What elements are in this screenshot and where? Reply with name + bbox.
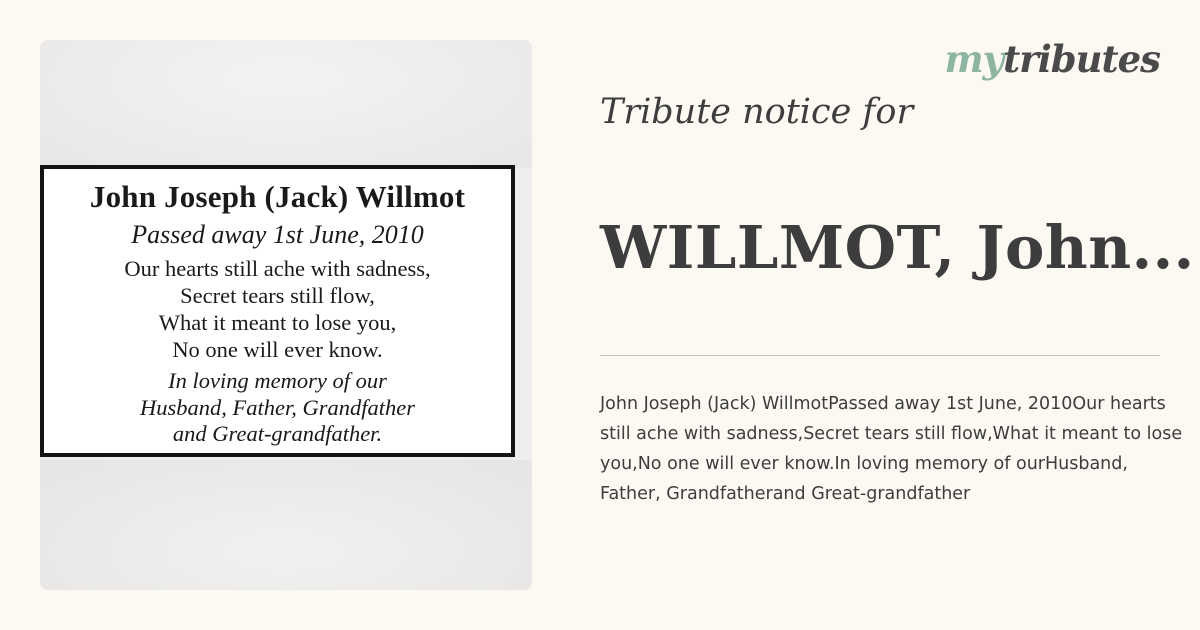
notice-name: John Joseph (Jack) Willmot (89, 179, 466, 214)
notice-passed-date: Passed away 1st June, 2010 (131, 220, 424, 249)
page-title: WILLMOT, John... (600, 213, 1195, 282)
verse-line: Our hearts still ache with sadness, (124, 256, 431, 281)
notice-memory (44, 368, 511, 448)
logo-my: my (944, 37, 1004, 81)
memory-line: Husband, Father, Grandfather (140, 394, 415, 420)
notice-description: John Joseph (Jack) WillmotPassed away 1st June, 2010Our hearts still ache with sadness,Secret tears still flow,What it meant to lose you,No one will ever know.In loving memory of ourHusband, Father, Grandfatherand Great-grandfather (600, 394, 1183, 504)
notice-verse (44, 255, 511, 363)
newspaper-notice (40, 165, 515, 457)
memory-line: In loving memory of our (168, 368, 387, 393)
verse-line: What it meant to lose you, (158, 310, 397, 335)
photo-background-top (40, 40, 532, 168)
notice-image (40, 40, 532, 590)
photo-background-bottom (40, 460, 532, 590)
memory-line: and Great-grandfather. (172, 421, 383, 446)
verse-line: Secret tears still flow, (180, 283, 375, 308)
page-subtitle: Tribute notice for (600, 92, 914, 132)
logo-tributes: tributes (1003, 37, 1160, 81)
mytributes-logo (944, 36, 1160, 82)
divider (600, 355, 1160, 356)
verse-line: No one will ever know. (172, 337, 383, 362)
